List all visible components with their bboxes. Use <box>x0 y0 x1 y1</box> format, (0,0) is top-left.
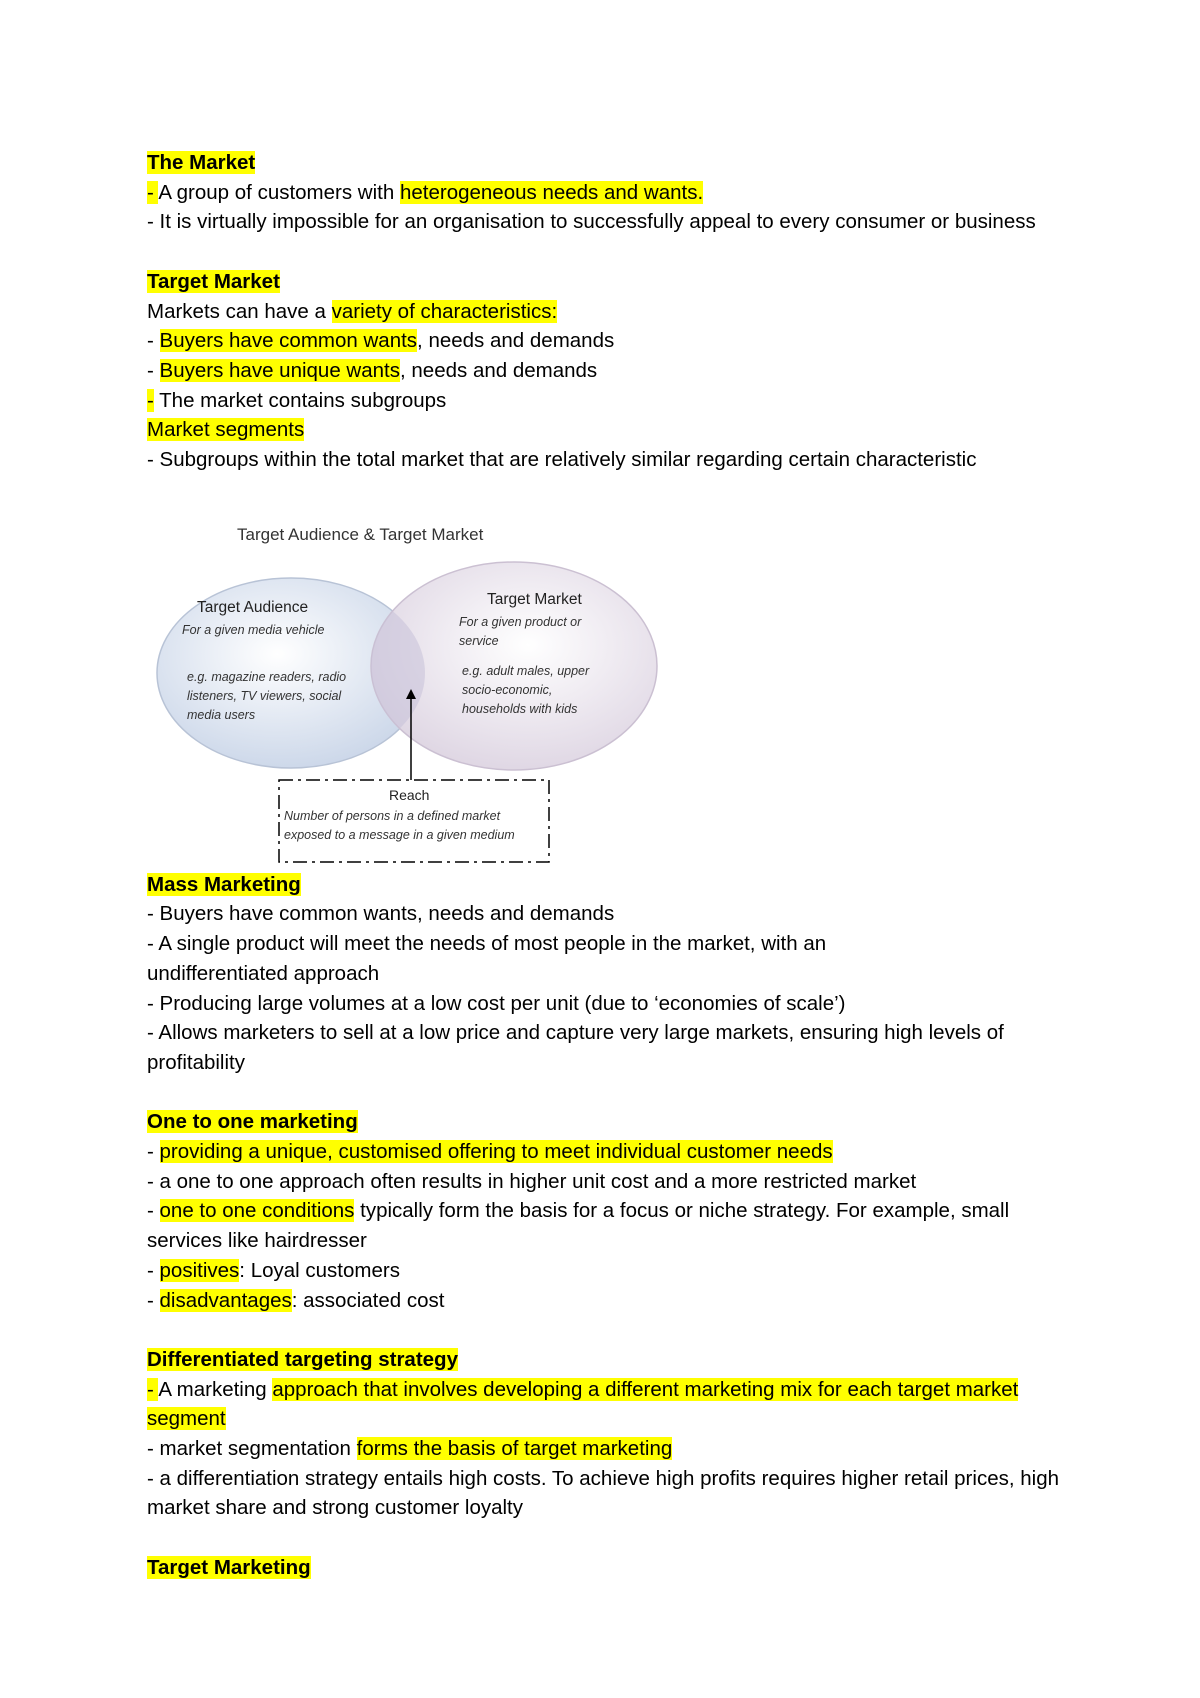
heading-target-market: Target Market <box>147 269 280 293</box>
bullet-line: - It is virtually impossible for an organisation to successfully appeal to every consumer or business <box>147 210 1036 234</box>
bullet-line: - providing a unique, customised offering to meet individual customer needs <box>147 1140 833 1164</box>
reach-description: Number of persons in a defined market exposed to a message in a given medium <box>284 808 515 842</box>
bullet-line: - Producing large volumes at a low cost per unit (due to ‘economies of scale’) <box>147 991 846 1015</box>
heading-mass-marketing: Mass Marketing <box>147 872 301 896</box>
text-line: Markets can have a variety of characteristics: <box>147 299 558 323</box>
heading-differentiated-targeting: Differentiated targeting strategy <box>147 1347 458 1371</box>
bullet-line: - Buyers have common wants, needs and demands <box>147 902 615 926</box>
heading-target-marketing: Target Marketing <box>147 1555 311 1579</box>
bullet-line: - disadvantages: associated cost <box>147 1288 445 1312</box>
target-audience-label: Target Audience <box>197 598 309 616</box>
diagram-title: Target Audience & Target Market <box>237 524 484 544</box>
bullet-line: - Allows marketers to sell at a low price and capture very large markets, ensuring high levels of profitability <box>147 1021 1004 1074</box>
document-page <box>147 148 1087 1583</box>
bullet-line: - A single product will meet the needs of most people in the market, with an undifferentiated approach <box>147 932 827 985</box>
bullet-line: - market segmentation forms the basis of target marketing <box>147 1437 673 1461</box>
target-market-examples: e.g. adult males, upper socio-economic, households with kids <box>462 663 590 716</box>
bullet-line: - A marketing approach that involves developing a different marketing mix for each target market segment <box>147 1377 1019 1431</box>
bullet-line: - A group of customers with heterogeneous needs and wants. <box>147 180 704 204</box>
target-market-subtitle: For a given product or service <box>459 614 582 648</box>
bullet-line: - Subgroups within the total market that are relatively similar regarding certain characteristic <box>147 448 977 472</box>
venn-diagram <box>147 475 1087 870</box>
bullet-line: - a differentiation strategy entails high costs. To achieve high profits requires higher retail prices, high market share and strong customer loyalty <box>147 1466 1059 1520</box>
reach-label: Reach <box>389 786 430 803</box>
bullet-line: - positives: Loyal customers <box>147 1258 400 1282</box>
bullet-line: - The market contains subgroups <box>147 388 447 412</box>
heading-the-market: The Market <box>147 151 256 174</box>
target-audience-examples: e.g. magazine readers, radio listeners, TV viewers, social media users <box>187 669 347 722</box>
target-audience-subtitle: For a given media vehicle <box>182 622 325 637</box>
target-market-label: Target Market <box>487 590 582 608</box>
bullet-line: - Buyers have common wants, needs and demands <box>147 329 615 353</box>
bullet-line: - Buyers have unique wants, needs and demands <box>147 358 598 382</box>
heading-one-to-one-marketing: One to one marketing <box>147 1110 358 1134</box>
subheading-market-segments: Market segments <box>147 418 305 442</box>
bullet-line: - one to one conditions typically form the basis for a focus or niche strategy. For example, small services like hairdresser <box>147 1199 1010 1253</box>
bullet-line: - a one to one approach often results in higher unit cost and a more restricted market <box>147 1169 917 1193</box>
